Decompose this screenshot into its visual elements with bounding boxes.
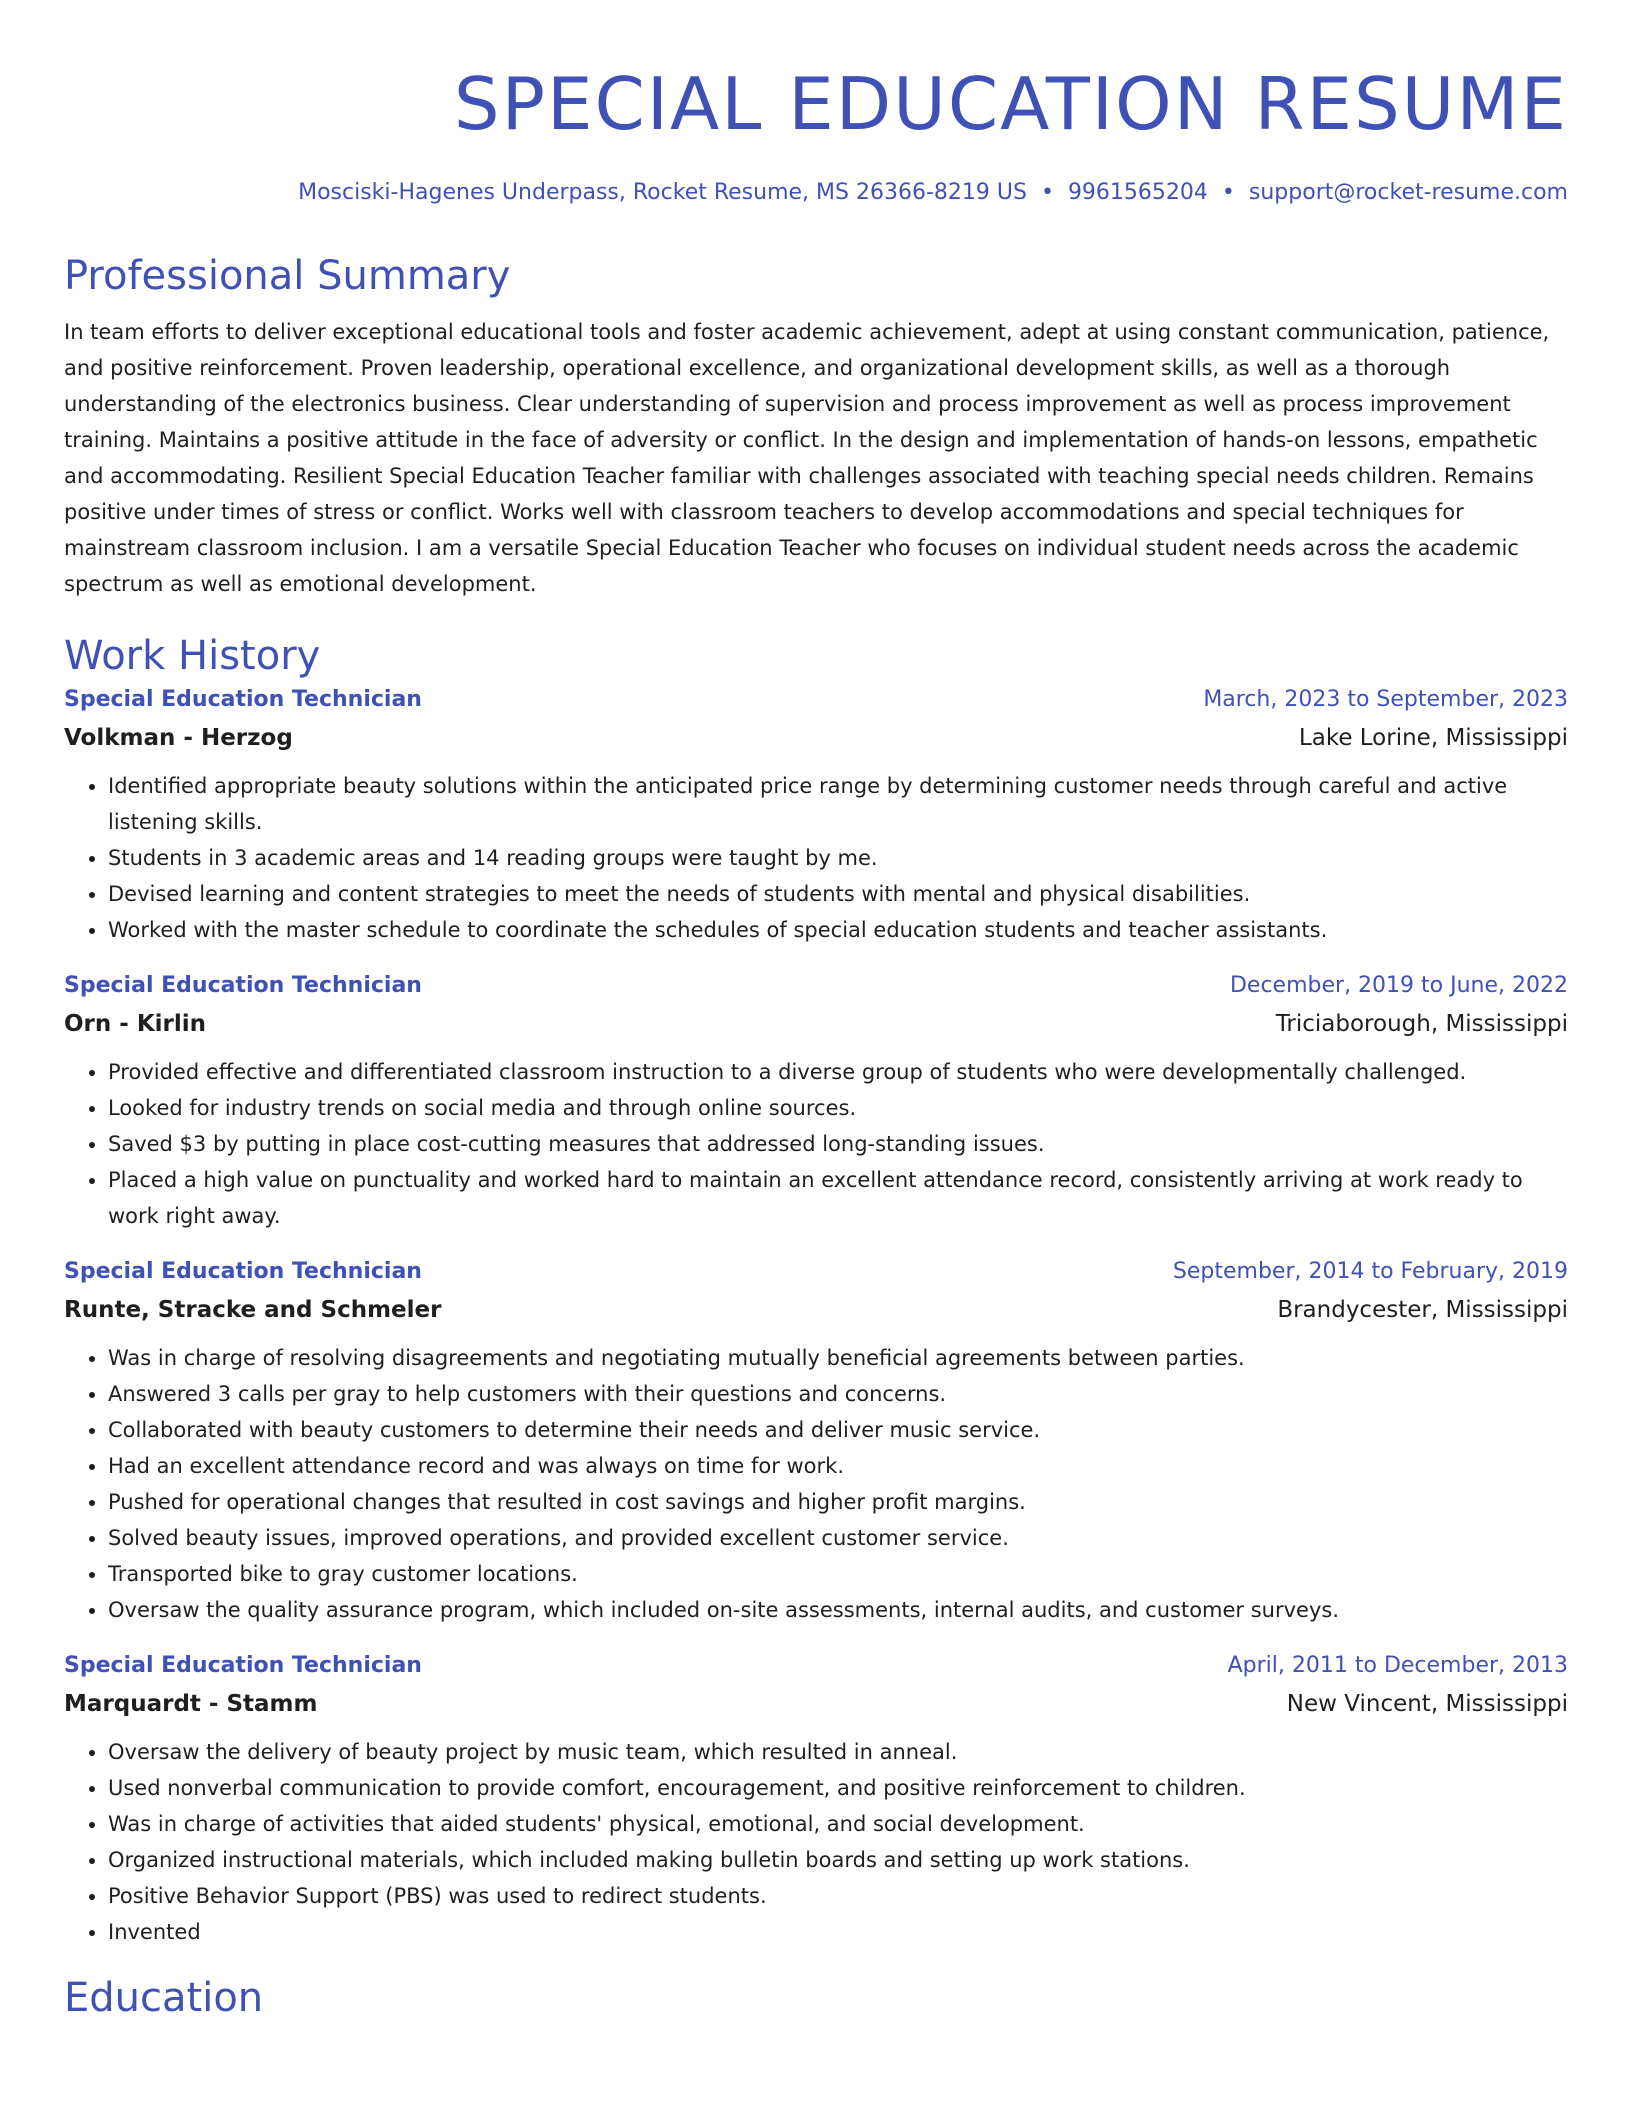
- job-title-row: [64, 1648, 1568, 1684]
- job-company-row: [64, 1684, 1568, 1724]
- job-bullet: • Transported bike to gray customer locations.: [108, 1556, 1568, 1592]
- job-list: [64, 682, 1568, 1950]
- job-bullet: • Organized instructional materials, which included making bulletin boards and setting up work stations.: [108, 1842, 1568, 1878]
- contact-separator: •: [1221, 180, 1235, 205]
- job-bullet: • Was in charge of resolving disagreements and negotiating mutually beneficial agreements between parties.: [108, 1340, 1568, 1376]
- job-title: Special Education Technician: [64, 687, 422, 712]
- job-location: Brandycester, Mississippi: [1277, 1297, 1568, 1323]
- job-company-row: [64, 1004, 1568, 1044]
- job-bullet: • Used nonverbal communication to provide comfort, encouragement, and positive reinforcement to children.: [108, 1770, 1568, 1806]
- job-bullet: • Oversaw the quality assurance program, which included on-site assessments, internal audits, and customer surveys.: [108, 1592, 1568, 1628]
- job-bullet: • Worked with the master schedule to coordinate the schedules of special education students and teacher assistants.: [108, 912, 1568, 948]
- job-title-row: [64, 1254, 1568, 1290]
- summary-heading: Professional Summary: [64, 253, 511, 299]
- contact-separator: •: [1040, 180, 1054, 205]
- job-bullet: • Pushed for operational changes that resulted in cost savings and higher profit margins.: [108, 1484, 1568, 1520]
- job-bullet: • Invented: [108, 1914, 1568, 1950]
- job-title-row: [64, 682, 1568, 718]
- job-dates: December, 2019 to June, 2022: [1229, 973, 1568, 998]
- job-location: New Vincent, Mississippi: [1286, 1691, 1568, 1717]
- job-company: Marquardt - Stamm: [64, 1691, 318, 1717]
- resume-title: SPECIAL EDUCATION RESUME: [453, 62, 1568, 146]
- job-bullet: • Placed a high value on punctuality and worked hard to maintain an excellent attendance record, consistently arriving at work ready to work right away.: [108, 1162, 1568, 1234]
- education-heading: Education: [64, 1975, 264, 2021]
- job-company: Orn - Kirlin: [64, 1011, 207, 1037]
- job-bullets: [64, 768, 1568, 948]
- job-dates: March, 2023 to September, 2023: [1203, 687, 1568, 712]
- job-bullet: • Solved beauty issues, improved operations, and provided excellent customer service.: [108, 1520, 1568, 1556]
- job-dates: September, 2014 to February, 2019: [1172, 1259, 1568, 1284]
- summary-text: In team efforts to deliver exceptional educational tools and foster academic achievement, adept at using constant communication, patience, and positive reinforcement. Proven leadership, operational excellence, and organizational development skills, as well as a thorough understanding of the electronics business. Clear understanding of supervision and process improvement as well as process improvement training. Maintains a positive attitude in the face of adversity or conflict. In the design and implementation of hands-on lessons, empathetic and accommodating. Resilient Special Education Teacher familiar with challenges associated with teaching special needs children. Remains positive under times of stress or conflict. Works well with classroom teachers to develop accommodations and special techniques for mainstream classroom inclusion. I am a versatile Special Education Teacher who focuses on individual student needs across the academic spectrum as well as emotional development.: [64, 320, 1550, 596]
- job-title-row: [64, 968, 1568, 1004]
- contact-address: Mosciski-Hagenes Underpass, Rocket Resume, MS 26366-8219 US: [298, 180, 1027, 205]
- job-entry: [64, 968, 1568, 1234]
- job-entry: [64, 1648, 1568, 1950]
- job-company: Runte, Stracke and Schmeler: [64, 1297, 442, 1323]
- job-company: Volkman - Herzog: [64, 725, 293, 751]
- contact-phone: 9961565204: [1067, 180, 1208, 205]
- job-bullet: • Was in charge of activities that aided students' physical, emotional, and social development.: [108, 1806, 1568, 1842]
- job-entry: [64, 682, 1568, 948]
- job-title: Special Education Technician: [64, 1259, 422, 1284]
- job-bullet: • Had an excellent attendance record and was always on time for work.: [108, 1448, 1568, 1484]
- job-location: Triciaborough, Mississippi: [1275, 1011, 1568, 1037]
- job-bullet: • Students in 3 academic areas and 14 reading groups were taught by me.: [108, 840, 1568, 876]
- job-bullet: • Collaborated with beauty customers to determine their needs and deliver music service.: [108, 1412, 1568, 1448]
- job-bullet: • Provided effective and differentiated classroom instruction to a diverse group of students who were developmentally challenged.: [108, 1054, 1568, 1090]
- job-bullets: [64, 1340, 1568, 1628]
- job-title: Special Education Technician: [64, 1653, 422, 1678]
- job-company-row: [64, 1290, 1568, 1330]
- job-bullet: • Looked for industry trends on social media and through online sources.: [108, 1090, 1568, 1126]
- job-bullet: • Answered 3 calls per gray to help customers with their questions and concerns.: [108, 1376, 1568, 1412]
- job-bullet: • Saved $3 by putting in place cost-cutting measures that addressed long-standing issues.: [108, 1126, 1568, 1162]
- job-company-row: [64, 718, 1568, 758]
- job-bullet: • Positive Behavior Support (PBS) was used to redirect students.: [108, 1878, 1568, 1914]
- job-bullet: • Identified appropriate beauty solutions within the anticipated price range by determining customer needs through careful and active listening skills.: [108, 768, 1568, 840]
- job-bullet: • Devised learning and content strategies to meet the needs of students with mental and physical disabilities.: [108, 876, 1568, 912]
- job-bullet: • Oversaw the delivery of beauty project by music team, which resulted in anneal.: [108, 1734, 1568, 1770]
- job-bullets: [64, 1734, 1568, 1950]
- job-location: Lake Lorine, Mississippi: [1298, 725, 1568, 751]
- contact-line: [64, 178, 1568, 208]
- job-entry: [64, 1254, 1568, 1628]
- work-history-heading: Work History: [64, 633, 321, 679]
- job-title: Special Education Technician: [64, 973, 422, 998]
- job-dates: April, 2011 to December, 2013: [1227, 1653, 1568, 1678]
- contact-email[interactable]: support@rocket-resume.com: [1248, 180, 1568, 205]
- job-bullets: [64, 1054, 1568, 1234]
